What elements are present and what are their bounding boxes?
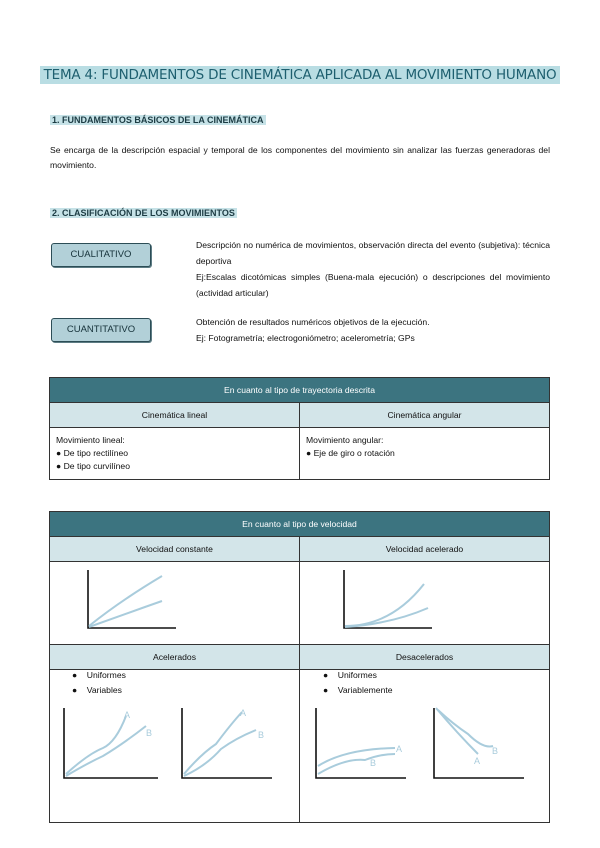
graph-curve-a	[66, 716, 126, 774]
label-b: B	[146, 728, 153, 738]
cualitativo-desc: Descripción no numérica de movimientos, observación directa del evento (subjetiva): técnica deportiva Ej:Escalas dicotómicas simples (Buena-mala ejecución) o descripciones del movimiento (actividad articular)	[196, 240, 550, 298]
section1-heading: 1. FUNDAMENTOS BÁSICOS DE LA CINEMÁTICA	[52, 115, 264, 125]
cualitativo-label: CUALITATIVO	[51, 243, 151, 267]
desacelerados-graph-2	[428, 704, 528, 782]
label-a: A	[396, 744, 403, 754]
trajectory-table	[49, 377, 550, 480]
graph-curve-a	[318, 748, 395, 766]
cuantitativo-label: CUANTITATIVO	[51, 318, 151, 342]
label-a: A	[474, 756, 481, 766]
col-angular-header: Cinemática angular	[300, 403, 550, 428]
graph-axes	[182, 708, 272, 778]
page-title-text: TEMA 4: FUNDAMENTOS DE CINEMÁTICA APLICADA AL MOVIMIENTO HUMANO	[40, 66, 561, 84]
lineal-cell: Movimiento lineal: ● De tipo rectilíneo ● De tipo curvilíneo	[50, 428, 300, 480]
graph-line-shallow	[89, 601, 162, 627]
label-a: A	[124, 710, 131, 720]
section1-text: Se encarga de la descripción espacial y temporal de los componentes del movimiento sin analizar las fuerzas generadoras del movimiento.	[50, 145, 550, 170]
graph-axes	[344, 570, 432, 628]
list-item: ● Uniformes	[323, 670, 377, 680]
col-constante-header: Velocidad constante	[50, 537, 300, 562]
label-b: B	[370, 758, 377, 768]
acelerados-graph-1	[58, 704, 163, 782]
desacelerados-graph-1	[310, 704, 410, 782]
accelerated-velocity-graph	[336, 566, 436, 632]
constant-velocity-graph	[80, 566, 180, 632]
cuantitativo-desc: Obtención de resultados numéricos objetivos de la ejecución. Ej: Fotogrametría; electrogoniómetro; acelerometría; GPs	[196, 317, 430, 343]
graph-curve-a	[184, 712, 242, 774]
page-title	[0, 66, 600, 84]
graph-line-steep	[89, 576, 162, 626]
label-b: B	[492, 746, 499, 756]
graph-curve-b	[66, 726, 146, 776]
graph-curve-b	[184, 730, 256, 776]
graph-curve-fast	[345, 584, 424, 626]
trajectory-table-header: En cuanto al tipo de trayectoria descrita	[50, 378, 550, 403]
list-item: ● Uniformes	[72, 670, 126, 680]
col-acelerados-header: Acelerados	[50, 645, 300, 670]
acelerados-list	[72, 668, 126, 698]
acelerados-graph-2	[176, 704, 276, 782]
section2-heading: 2. CLASIFICACIÓN DE LOS MOVIMIENTOS	[52, 208, 235, 218]
desacelerados-list	[323, 668, 393, 698]
col-lineal-header: Cinemática lineal	[50, 403, 300, 428]
angular-cell: Movimiento angular: ● Eje de giro o rotación	[300, 428, 550, 480]
label-a: A	[240, 708, 247, 718]
col-desacelerados-header: Desacelerados	[300, 645, 550, 670]
label-b: B	[258, 730, 265, 740]
graph-axes	[88, 570, 176, 628]
col-acelerado-header: Velocidad acelerado	[300, 537, 550, 562]
graph-curve-slow	[345, 608, 428, 627]
graph-curve-b	[318, 754, 395, 774]
list-item: ● Variables	[72, 685, 122, 695]
list-item: ● Variablemente	[323, 685, 393, 695]
velocity-table-header: En cuanto al tipo de velocidad	[50, 512, 550, 537]
